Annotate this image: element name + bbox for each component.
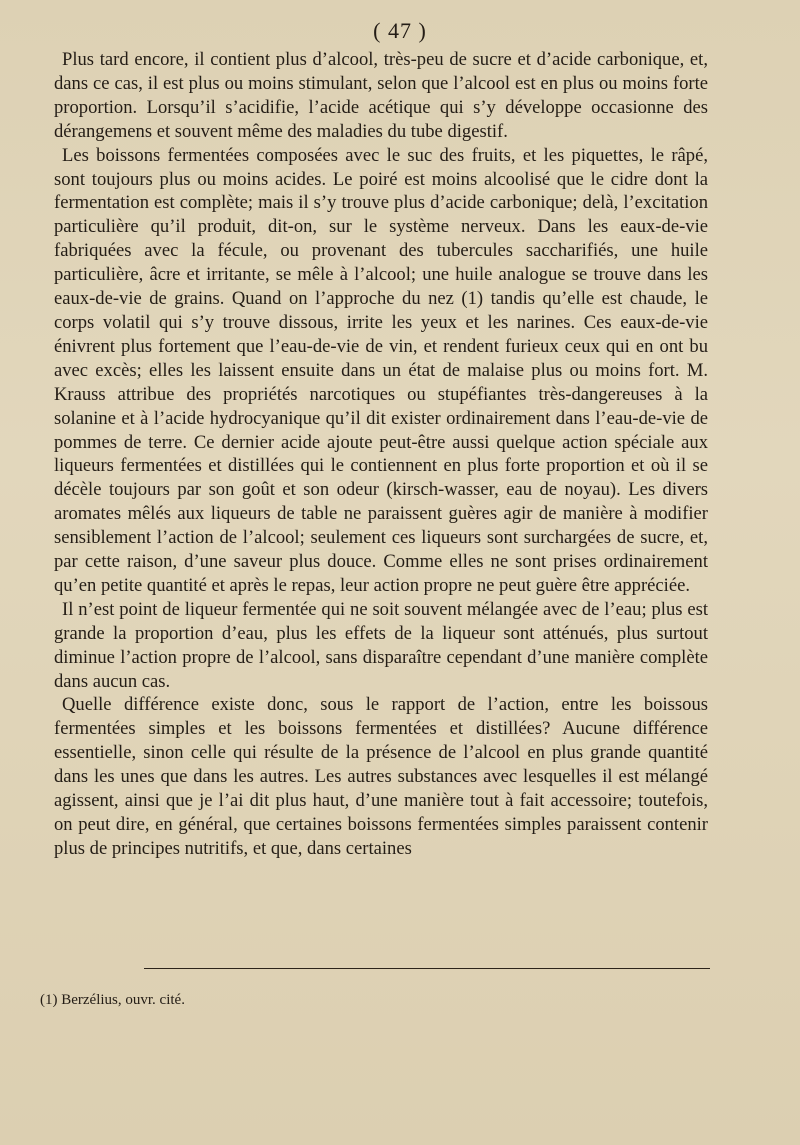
page-number: ( 47 ) bbox=[373, 18, 427, 43]
footnote: (1) Berzélius, ouvr. cité. bbox=[40, 992, 185, 1008]
paragraph-4 bbox=[54, 693, 708, 860]
paragraph-1-text: Plus tard encore, il contient plus d’alcool, très-peu de sucre et d’acide carbonique, et, dans ce cas, il est plus ou moins stimulant, selon que l’alcool est en plus ou moins forte proportion. Lorsqu’il s’acidifie, l’acide acétique qui s’y développe occasionne des dérangemens et souvent même des maladies du tube digestif. bbox=[54, 49, 708, 142]
paragraph-2-text: Les boissons fermentées composées avec le suc des fruits, et les piquettes, le râpé, sont toujours plus ou moins acides. Le poiré est moins alcoolisé que le cidre dont la fermentation est complète; mais il s’y trouve plus d’acide carbonique; delà, l’excitation particulière qu’il produit, dit-on, sur le système nerveux. Dans les eaux-de-vie fabriquées avec la fécule, ou provenant des tubercules saccharifiés, une huile particulière, âcre et irritante, se mêle à l’alcool; une huile analogue se trouve dans les eaux-de-vie de grains. Quand on l’approche du nez (1) tandis qu’elle est chaude, le corps volatil qui s’y trouve dissous, irrite les yeux et les narines. Ces eaux-de-vie énivrent plus fortement que l’eau-de-vie de vin, et rendent furieux ceux qui en ont bu avec excès; elles les laissent ensuite dans un état de malaise plus ou moins fort. M. Krauss attribue des propriétés narcotiques ou stupéfiantes très-dangereuses à la solanine et à l’acide hydrocyanique qu’il dit exister ordinairement dans l’eau-de-vie de pommes de terre. Ce dernier acide ajoute peut-être aussi quelque action spéciale aux liqueurs fermentées et distillées qui le contiennent en plus forte proportion et où il se décèle toujours par son goût et son odeur (kirsch-wasser, eau de noyau). Les divers aromates mêlés aux liqueurs de table ne paraissent guères agir de manière à modifier sensiblement l’action de l’alcool; seulement ces liqueurs sont surchargées de sucre, et, par cette raison, d’une saveur plus douce. Comme elles ne sont prises ordinairement qu’en petite quantité et après le repas, leur action propre ne peut guère être appréciée. bbox=[54, 144, 708, 596]
paragraph-2 bbox=[54, 144, 708, 598]
paragraph-1 bbox=[54, 48, 708, 144]
paragraph-3-text: Il n’est point de liqueur fermentée qui ne soit souvent mélangée avec de l’eau; plus est grande la proportion d’eau, plus les effets de la liqueur sont atténués, plus surtout diminue l’action propre de l’alcool, sans disparaître cependant d’une manière complète dans aucun cas. bbox=[54, 598, 708, 692]
paragraph-3 bbox=[54, 598, 708, 694]
paragraph-4-text: Quelle différence existe donc, sous le rapport de l’action, entre les boissous fermentées simples et les boissons fermentées et distillées? Aucune différence essentielle, sinon celle qui résulte de la présence de l’alcool en plus grande quantité dans les unes que dans les autres. Les autres substances avec lesquelles il est mélangé agissent, ainsi que je l’ai dit plus haut, d’une manière tout à fait accessoire; toutefois, on peut dire, en général, que certaines boissons fermentées simples paraissent contenir plus de principes nutritifs, et que, dans certaines bbox=[54, 694, 708, 859]
body-text bbox=[54, 48, 708, 861]
footnote-divider bbox=[144, 968, 710, 969]
